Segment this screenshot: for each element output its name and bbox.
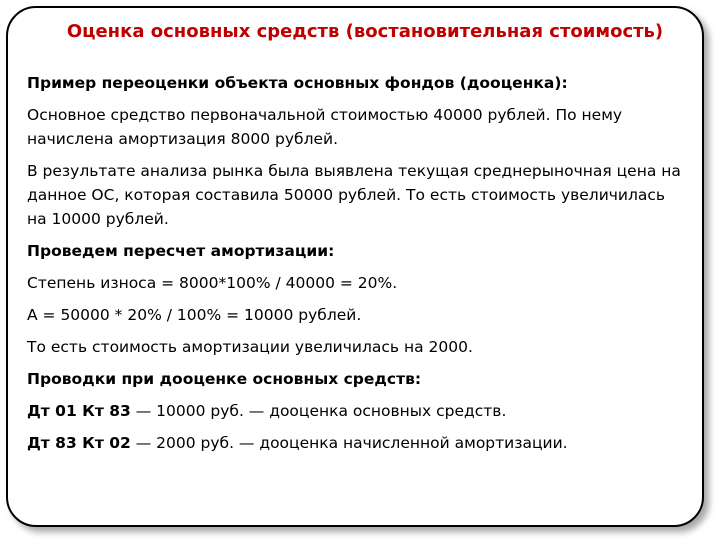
entry-revaluation-amortization [27, 431, 682, 455]
entry-description: — 2000 руб. — дооценка начисленной амортизации. [130, 434, 568, 452]
paragraph-amortization-increase: То есть стоимость амортизации увеличилась на 2000. [27, 338, 473, 356]
paragraph-market-analysis: В результате анализа рынка была выявлена текущая среднерыночная цена на данное ОС, которая составила 50000 рублей. То есть стоимость увеличилась на 10000 рублей. [27, 162, 681, 228]
paragraph-initial-cost: Основное средство первоначальной стоимостью 40000 рублей. По нему начислена амортизация 8000 рублей. [27, 106, 623, 148]
entry-description: — 10000 руб. — дооценка основных средств. [130, 402, 507, 420]
formula-wear-degree: Степень износа = 8000*100% / 40000 = 20%. [27, 274, 398, 292]
entry-code: Дт 83 Кт 02 [27, 434, 131, 452]
slide-content [27, 71, 682, 463]
entry-code: Дт 01 Кт 83 [27, 402, 131, 420]
entry-revaluation-assets [27, 399, 682, 423]
example-heading: Пример переоценки объекта основных фондов (дооценка): [27, 74, 568, 92]
formula-amortization: А = 50000 * 20% / 100% = 10000 рублей. [27, 306, 362, 324]
slide-title: Оценка основных средств (востановительная стоимость) [66, 21, 664, 42]
recalc-heading: Проведем пересчет амортизации: [27, 242, 335, 260]
entries-heading: Проводки при дооценке основных средств: [27, 370, 422, 388]
